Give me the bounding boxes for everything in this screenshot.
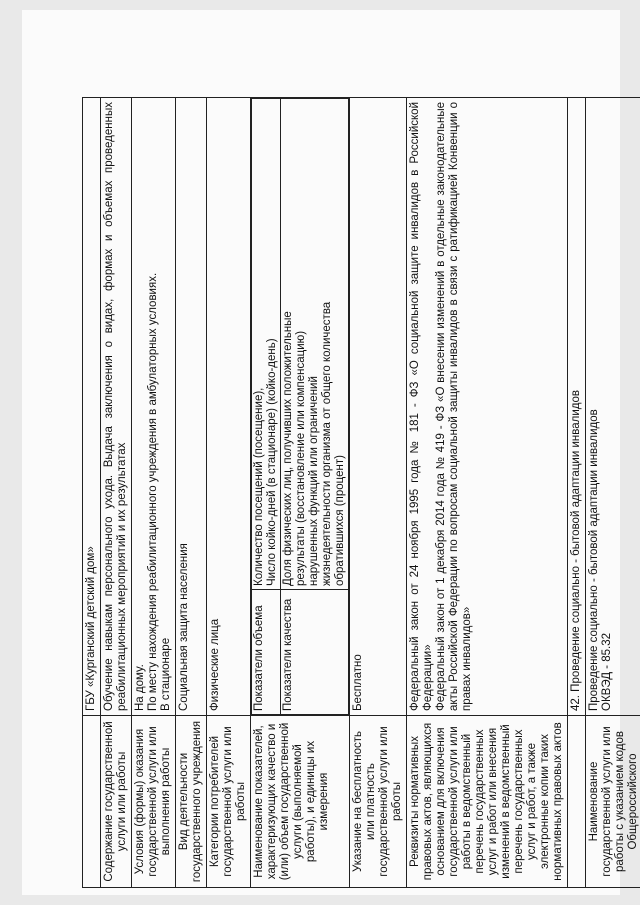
- indicator-row: [281, 99, 349, 715]
- volume-line: Количество посещений (посещение),: [253, 387, 265, 586]
- row-line: По месту нахождения реабилитационного учреждения в амбулаторных условиях.: [147, 272, 159, 711]
- law-paragraph: Федеральный закон от 24 ноября 1995 года № 181 - ФЗ «О социальной защите инвалидов в Российской Федерации»: [409, 102, 434, 711]
- row-value: [132, 98, 176, 716]
- row-label: Наименование государственной услуги или работы с указанием кодов Общероссийского: [586, 716, 640, 888]
- row-label: Наименование показателей, характеризующих качество и (или) объем государственной услуги (выполняемой работы), и единицы их измерения: [251, 716, 350, 888]
- service-table: [82, 97, 640, 888]
- row-line: Проведение социально - бытовой адаптации инвалидов: [588, 409, 600, 711]
- row-value: Физические лица: [207, 98, 251, 716]
- table-row: [407, 98, 568, 888]
- section-title: 42. Проведение социально - бытовой адаптации инвалидов: [568, 98, 586, 716]
- row-line: На дому.: [134, 664, 146, 711]
- section-row: [568, 98, 586, 888]
- volume-line: Число койко-дней (в стационаре) (койко-день): [266, 338, 278, 586]
- row-line: В стационаре: [160, 637, 172, 711]
- row-line: ОКВЭД - 85.32: [601, 633, 613, 711]
- org-name: ГБУ «Курганский детский дом»: [83, 98, 101, 716]
- indicators-cell: [251, 98, 350, 716]
- table-row: [176, 98, 207, 888]
- quality-value: Доля физических лиц, получивших положительные результаты (восстановление или компенсацию) нарушенных функций или ограничений жизнедеятельности организма от общего количества обратившихся (процент): [281, 99, 349, 590]
- indicators-table: [251, 98, 349, 715]
- quality-label: Показатели качества: [281, 590, 349, 715]
- row-value: Обучение навыкам персонального ухода. Выдача заключения о видах, формах и объемах проведенных реабилитационных мероприятий и их результатах: [101, 98, 132, 716]
- rotated-content: [22, 10, 639, 895]
- row-label: Условия (формы) оказания государственной услуги или выполнения работы: [132, 716, 176, 888]
- table-row: [350, 98, 407, 888]
- row-value: [407, 98, 568, 716]
- law-paragraph: Федеральный закон от 1 декабря 2014 года № 419 - ФЗ «О внесении изменений в отдельные законодательные акты Российской Федерации по вопросам социальной защиты инвалидов в связи с ратификацией Конвенции о правах инвалидов»: [435, 102, 473, 711]
- table-row: [132, 98, 176, 888]
- row-label: Содержание государственной услуги или работы: [101, 716, 132, 888]
- row-value: Социальная защита населения: [176, 98, 207, 716]
- section-empty: [568, 716, 586, 888]
- table-row: [251, 98, 350, 888]
- row-value: Бесплатно: [350, 98, 407, 716]
- volume-label: Показатели объема: [252, 590, 281, 715]
- org-row: [83, 98, 101, 888]
- indicator-row: [252, 99, 281, 715]
- table-row: [586, 98, 640, 888]
- table-row: [207, 98, 251, 888]
- org-empty-cell: [83, 716, 101, 888]
- scanned-page: [22, 10, 639, 895]
- row-label: Вид деятельности государственного учреждения: [176, 716, 207, 888]
- row-label: Категории потребителей государственной услуги или работы: [207, 716, 251, 888]
- row-label: Реквизиты нормативных правовых актов, являющихся основанием для включения государственной услуги или работы в ведомственный перечень государственных услуг и работ или внесения изменений в ведомственный перечень государственных услуг и работ, а также электронные копии таких нормативных правовых актов: [407, 716, 568, 888]
- volume-value: [252, 99, 281, 590]
- row-label: Указание на бесплатность или платность государственной услуги или работы: [350, 716, 407, 888]
- row-value: [586, 98, 640, 716]
- table-row: [101, 98, 132, 888]
